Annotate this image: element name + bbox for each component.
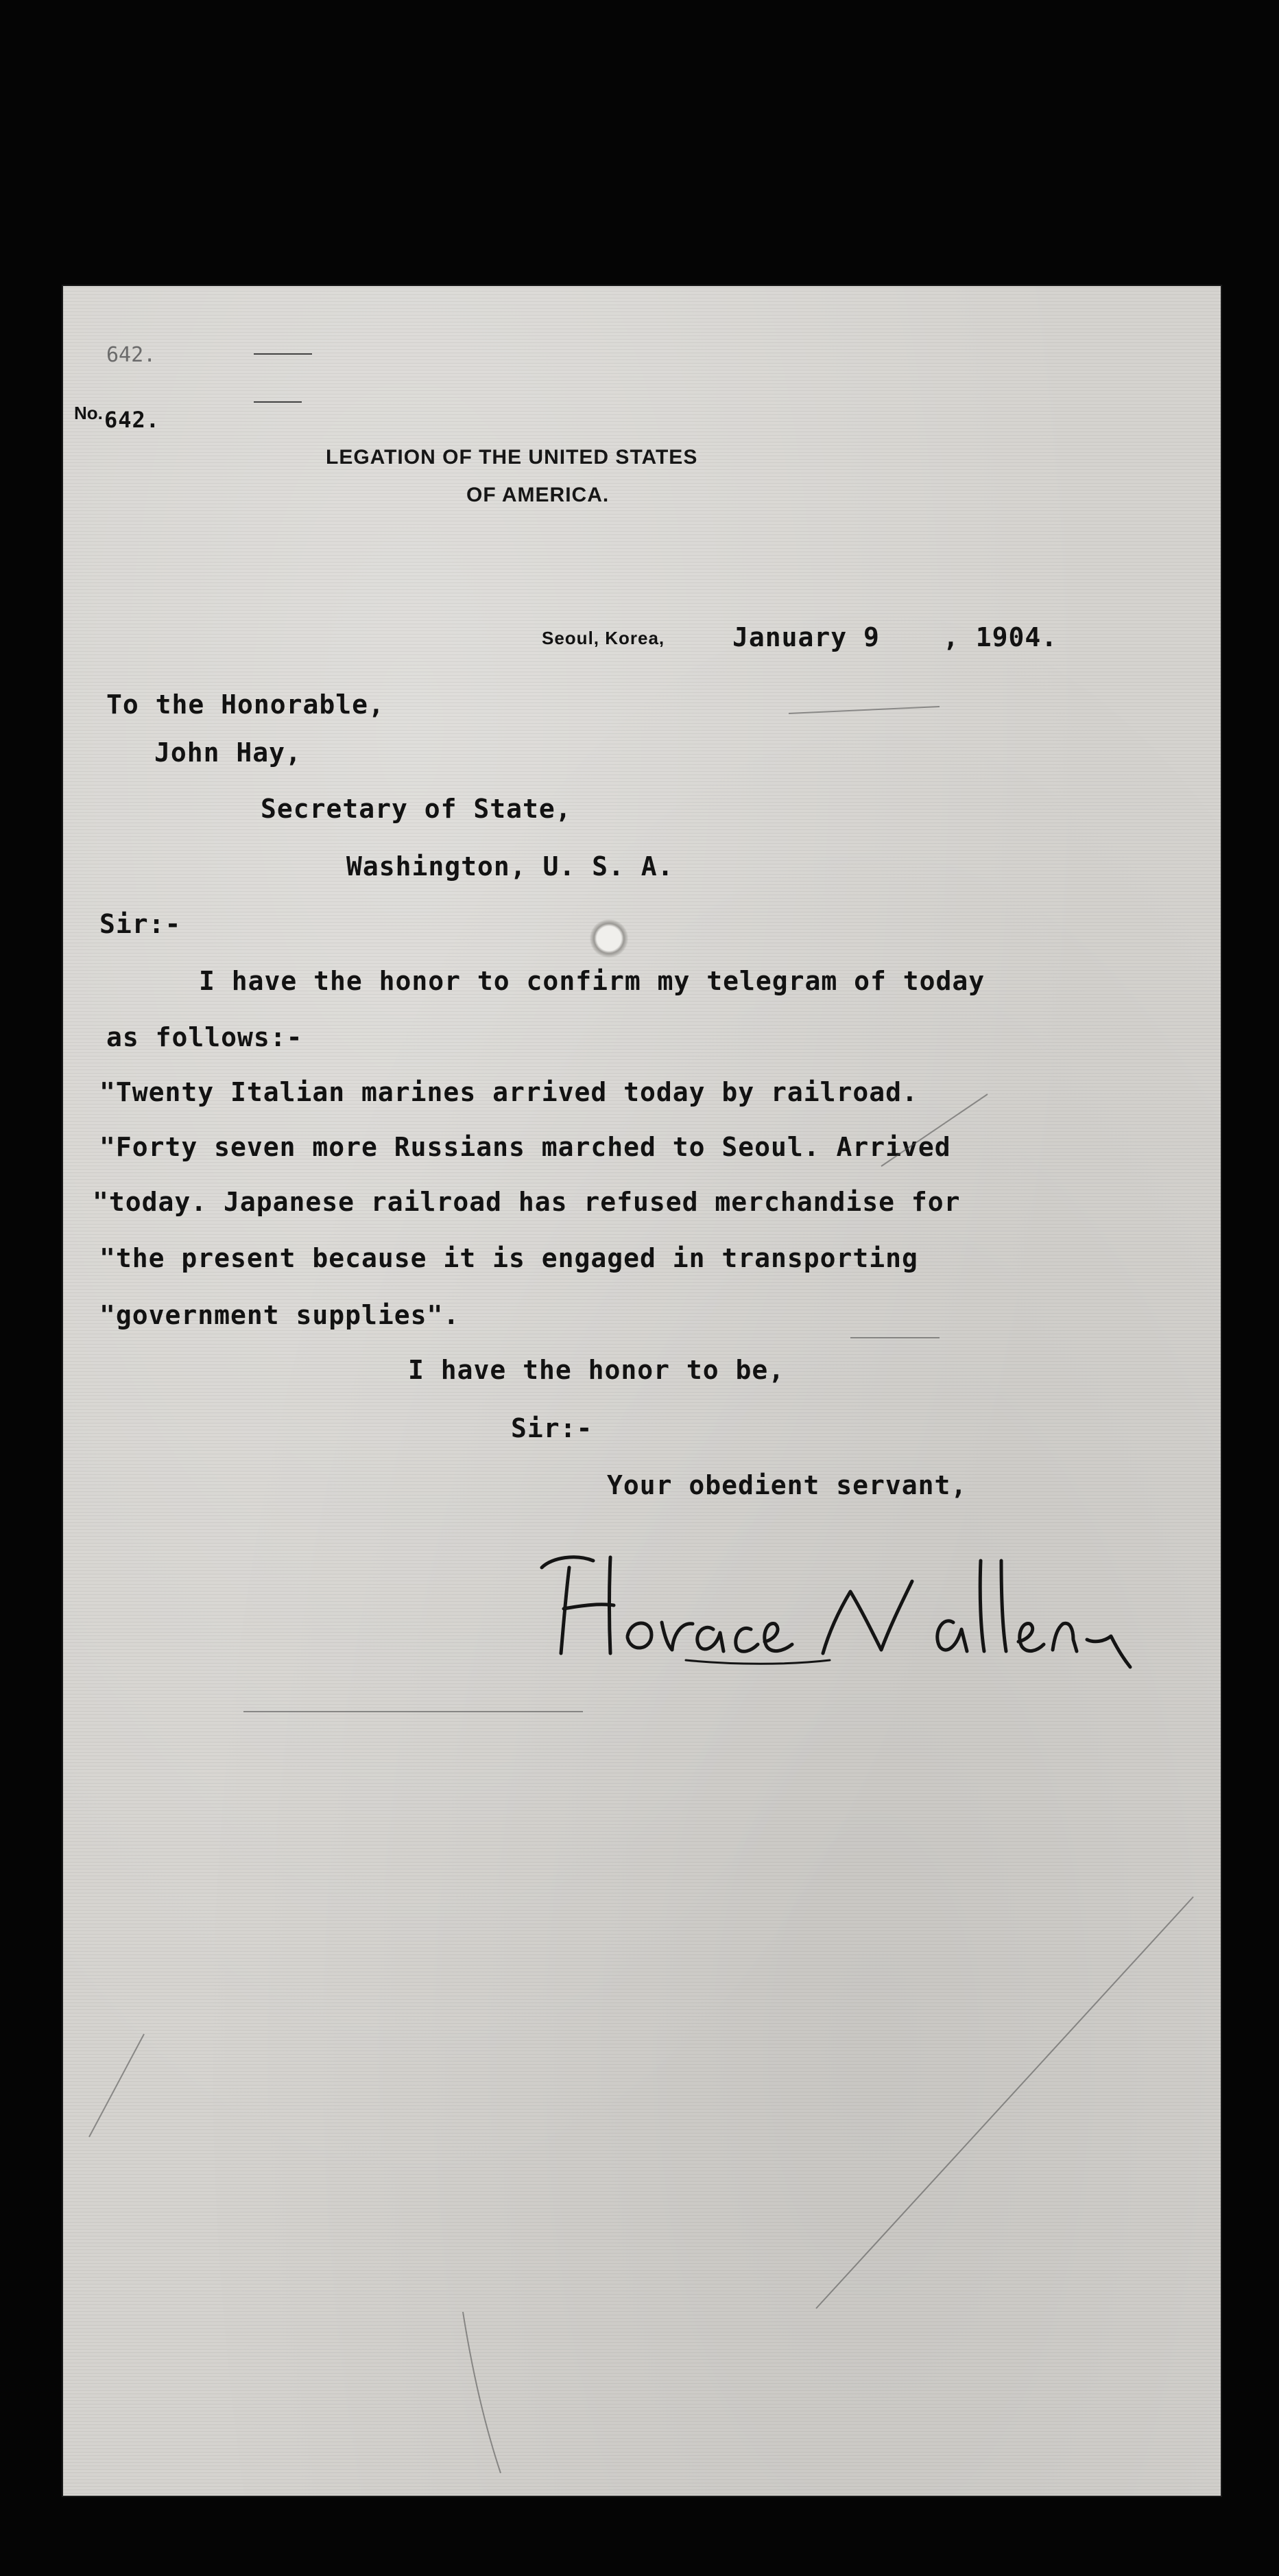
paper-blot <box>590 919 628 958</box>
address-line-3: Secretary of State, <box>261 794 572 824</box>
dispatch-number: 642. <box>104 407 160 433</box>
body-line-2: as follows:- <box>106 1022 303 1052</box>
address-line-1: To the Honorable, <box>106 689 385 720</box>
header-rule-1 <box>254 353 312 355</box>
handwritten-signature <box>528 1520 1145 1677</box>
dispatch-number-prefix: No. <box>74 403 103 423</box>
closing-line-1: I have the honor to be, <box>408 1355 785 1385</box>
address-line-2: John Hay, <box>154 737 302 768</box>
body-line-4: "Forty seven more Russians marched to Seoul. Arrived <box>99 1132 951 1162</box>
letterhead-line-2: OF AMERICA. <box>466 484 610 506</box>
place: Seoul, Korea, <box>542 628 665 648</box>
year: , 1904. <box>943 622 1058 652</box>
address-line-4: Washington, U. S. A. <box>346 851 674 882</box>
closing-line-3: Your obedient servant, <box>607 1470 968 1500</box>
body-line-1: I have the honor to confirm my telegram of today <box>199 966 985 996</box>
letterhead-line-1: LEGATION OF THE UNITED STATES <box>326 446 698 469</box>
paper-scratches <box>62 285 1222 2497</box>
date: January 9 <box>732 622 880 652</box>
file-number-top: 642. <box>106 343 156 367</box>
closing-line-2: Sir:- <box>511 1413 593 1443</box>
document-page <box>62 285 1222 2497</box>
body-line-3: "Twenty Italian marines arrived today by railroad. <box>99 1077 918 1107</box>
body-line-7: "government supplies". <box>99 1300 460 1330</box>
body-line-6: "the present because it is engaged in transporting <box>99 1243 918 1273</box>
body-line-5: "today. Japanese railroad has refused merchandise for <box>93 1187 961 1217</box>
salutation: Sir:- <box>99 909 182 939</box>
header-rule-2 <box>254 401 302 403</box>
